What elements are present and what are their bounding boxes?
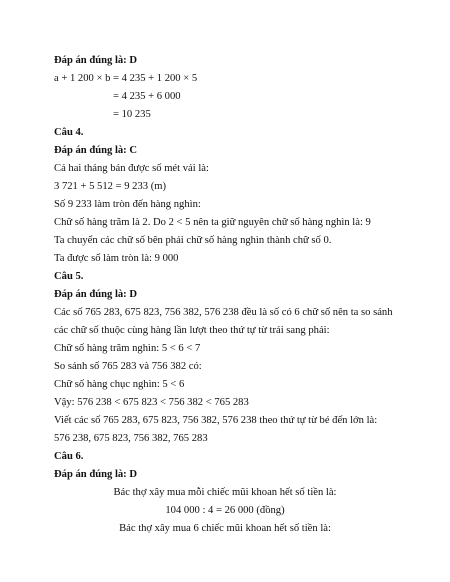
text-line: các chữ số thuộc cùng hàng lần lượt theo thứ tự từ trái sang phải: — [54, 325, 330, 336]
text-line: 576 238, 675 823, 756 382, 765 283 — [54, 433, 208, 444]
text-line: Ta chuyển các chữ số bên phải chữ số hàng nghìn thành chữ số 0. — [54, 235, 332, 246]
question-heading-4: Câu 4. — [54, 127, 84, 138]
text-line: Các số 765 283, 675 823, 756 382, 576 238 đều là số có 6 chữ số nên ta so sánh — [54, 307, 393, 318]
question-heading-6: Câu 6. — [54, 451, 84, 462]
text-line: Viết các số 765 283, 675 823, 756 382, 576 238 theo thứ tự từ bé đến lớn là: — [54, 415, 378, 426]
text-line-centered: Bác thợ xây mua mỗi chiếc mũi khoan hết số tiền là: — [113, 487, 337, 498]
question-heading-5: Câu 5. — [54, 271, 84, 282]
text-line: Cả hai tháng bán được số mét vải là: — [54, 163, 209, 174]
text-line: 3 721 + 5 512 = 9 233 (m) — [54, 181, 166, 192]
calc-line: a + 1 200 × b = 4 235 + 1 200 × 5 — [54, 73, 198, 84]
answer-heading-q3: Đáp án đúng là: D — [54, 55, 138, 66]
calc-line: = 4 235 + 6 000 — [113, 91, 181, 102]
text-line-centered: Bác thợ xây mua 6 chiếc mũi khoan hết số tiền là: — [119, 523, 331, 534]
text-line-centered: 104 000 : 4 = 26 000 (đồng) — [165, 505, 285, 516]
answer-heading-q5: Đáp án đúng là: D — [54, 289, 138, 300]
text-line: Vậy: 576 238 < 675 823 < 756 382 < 765 283 — [54, 397, 249, 408]
text-line: Ta được số làm tròn là: 9 000 — [54, 253, 179, 264]
text-line: Số 9 233 làm tròn đến hàng nghìn: — [54, 199, 201, 210]
text-line: Chữ số hàng trăm nghìn: 5 < 6 < 7 — [54, 343, 201, 354]
text-line: Chữ số hàng trăm là 2. Do 2 < 5 nên ta giữ nguyên chữ số hàng nghìn là: 9 — [54, 217, 371, 228]
calc-line: = 10 235 — [113, 109, 151, 120]
text-line: So sánh số 765 283 và 756 382 có: — [54, 361, 202, 372]
answer-heading-q6: Đáp án đúng là: D — [54, 469, 138, 480]
text-line: Chữ số hàng chục nghìn: 5 < 6 — [54, 379, 185, 390]
answer-heading-q4: Đáp án đúng là: C — [54, 145, 138, 156]
